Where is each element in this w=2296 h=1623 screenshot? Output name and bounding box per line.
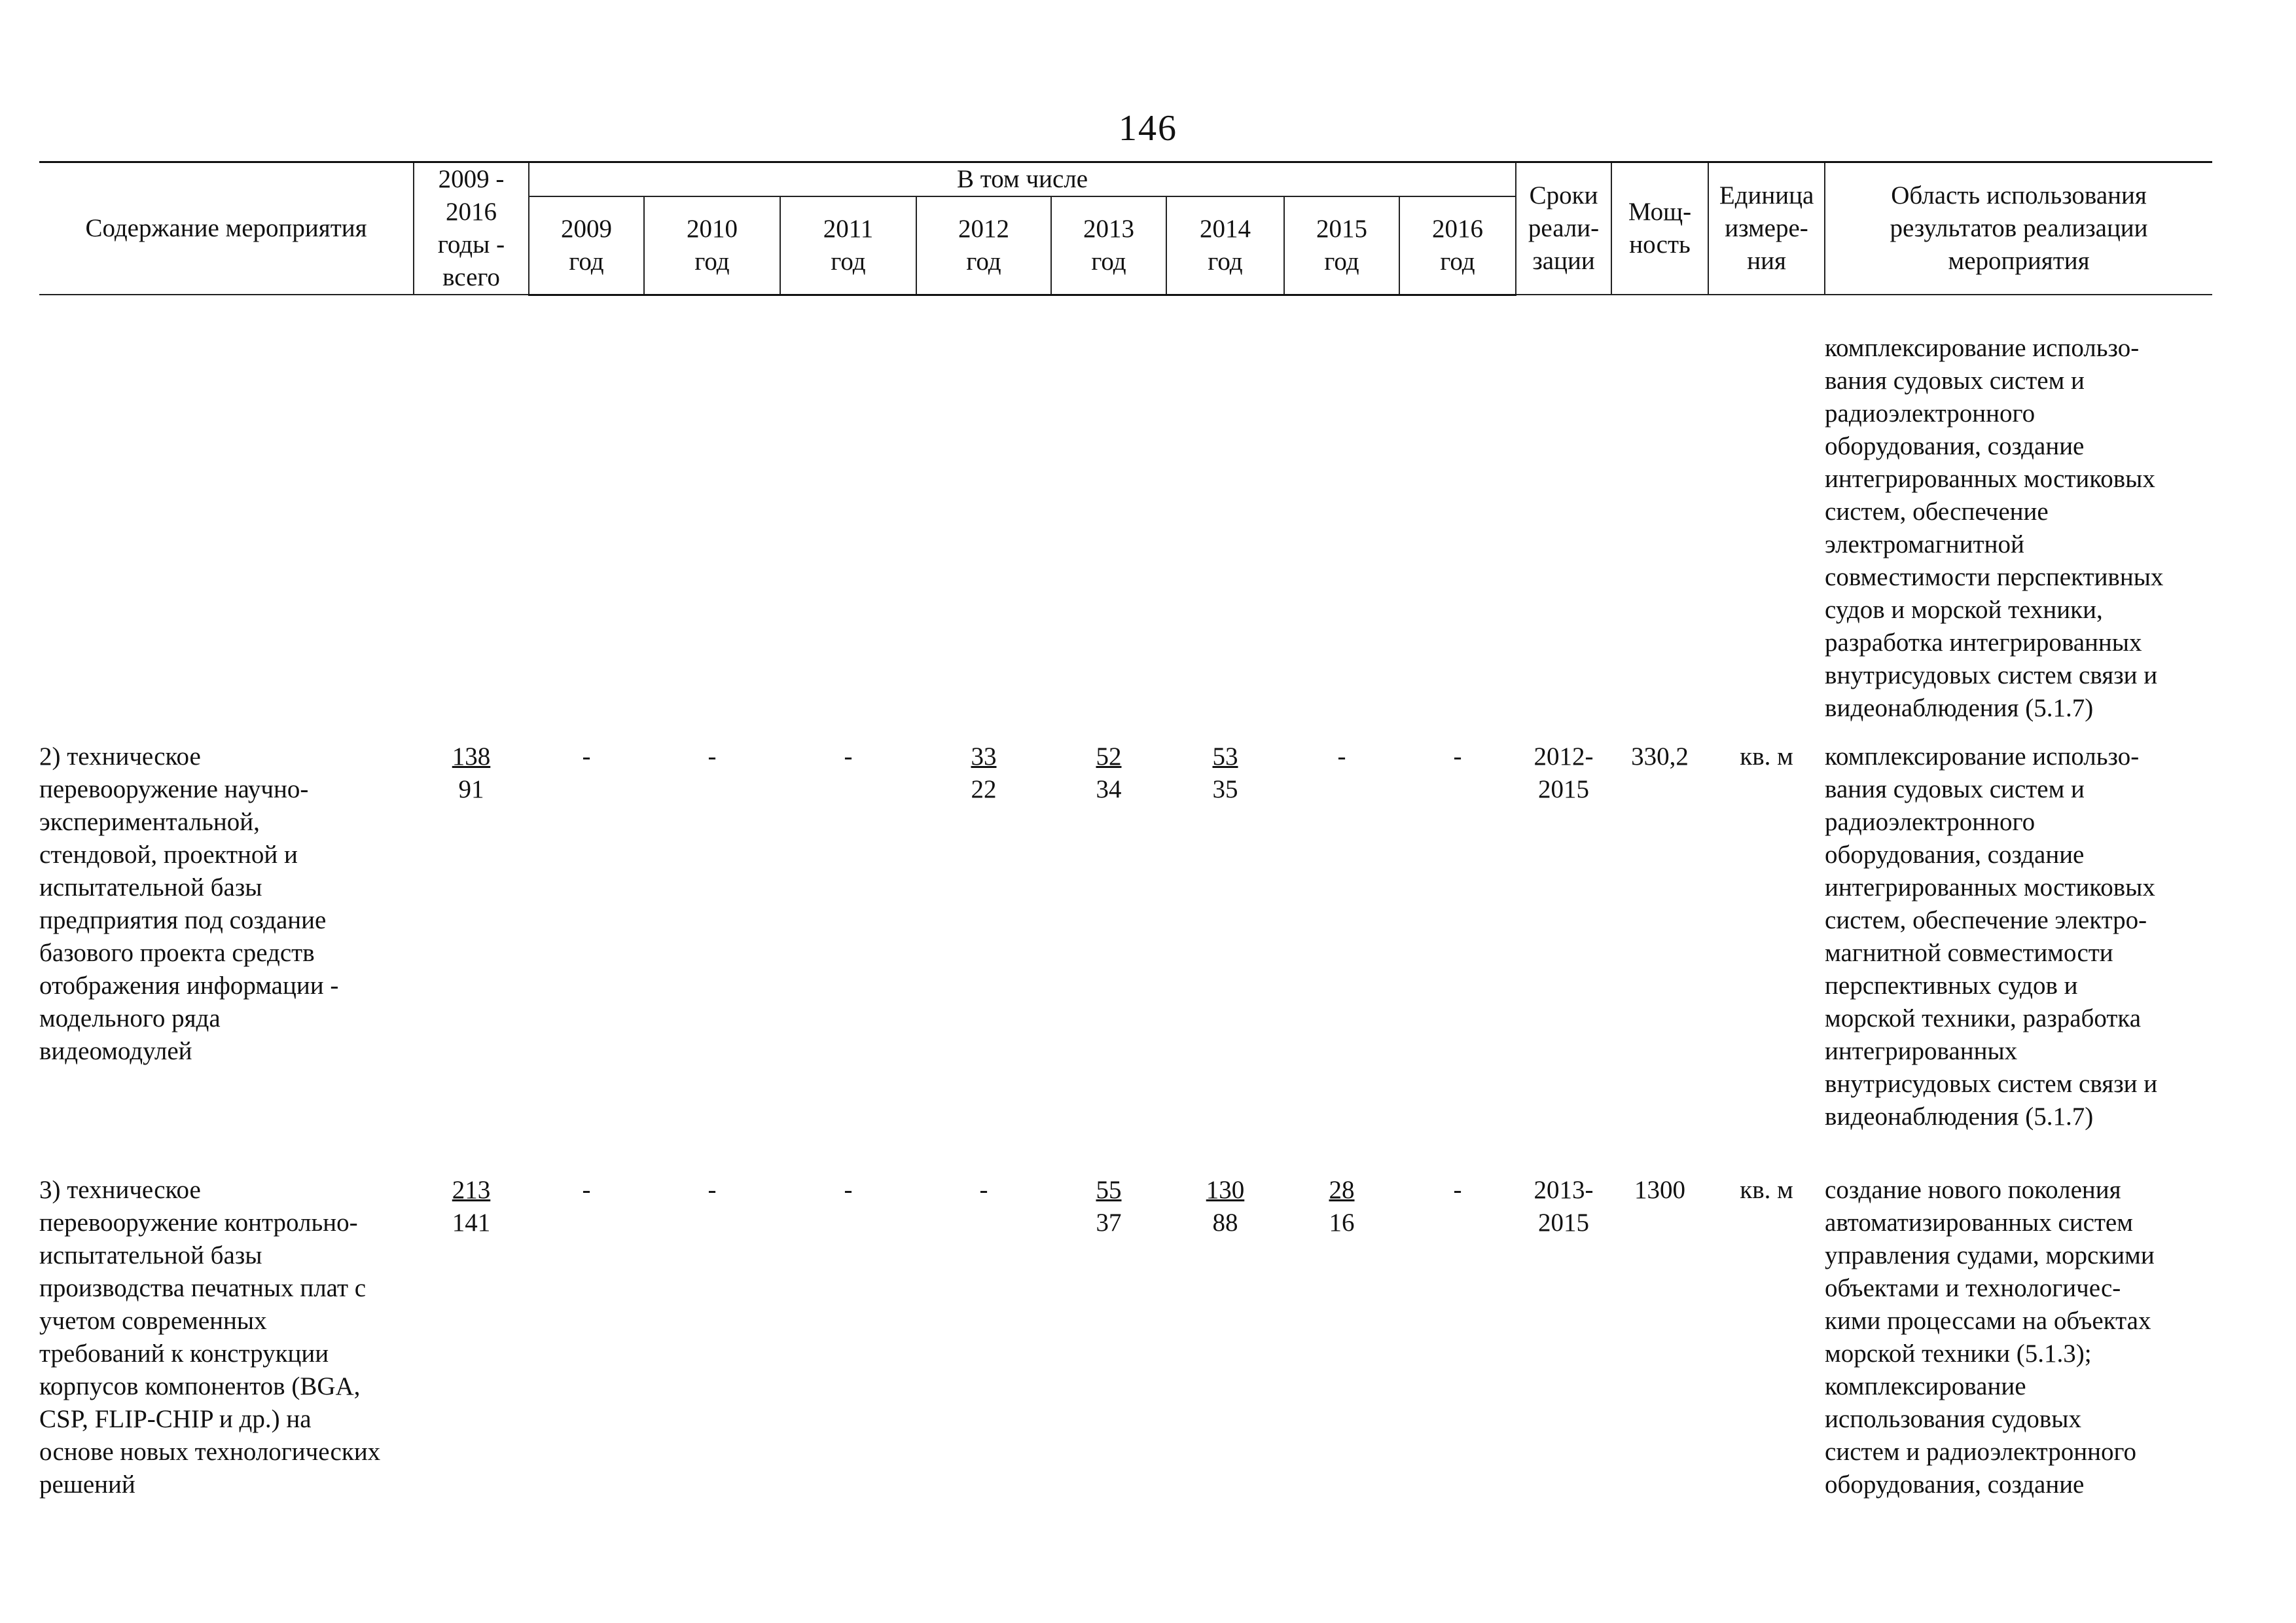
year-cell [1399,1133,1516,1501]
empty-dash: - [582,742,591,771]
empty-dash: - [979,1176,988,1204]
table-row [39,734,2212,1133]
description-line: отображения информации - [39,972,339,1000]
description-line: учетом современных [39,1307,267,1335]
value-total: 213 [452,1176,491,1204]
events-table [39,161,2212,1501]
terms-line: 2015 [1538,1209,1590,1237]
area-line: использования судовых [1825,1405,2081,1433]
description-line: перевооружение контрольно- [39,1209,358,1237]
area-line: морской техники (5.1.3); [1825,1340,2092,1368]
area-line: вания судовых систем и [1825,775,2085,803]
page-number: 146 [1119,108,1177,149]
header-total-line: годы - [437,230,505,259]
table-body [39,295,2212,1501]
area-line: электромагнитной [1825,530,2024,558]
description-line: стендовой, проектной и [39,841,298,869]
capacity-cell: 1300 [1634,1176,1686,1204]
continuation-area [1825,295,2212,734]
area-line: внутрисудовых систем связи и [1825,661,2158,689]
value-federal: 16 [1329,1209,1355,1237]
area-line: перспективных судов и [1825,972,2078,1000]
description-line: основе новых технологических [39,1438,381,1466]
area-line: систем, обеспечение электро- [1825,906,2147,934]
empty-dash: - [708,1176,717,1204]
terms-cell [1516,1133,1611,1501]
header-area: Область использования результатов реализации мероприятия [1825,162,2212,295]
fraction-value [1329,1174,1355,1239]
description-line: производства печатных плат с [39,1274,367,1302]
area-line: комплексирование [1825,1372,2026,1400]
area-line: оборудования, создание [1825,432,2085,460]
area-line: комплексирование использо- [1825,742,2140,771]
area-line: совместимости перспективных [1825,563,2164,591]
year-cell [529,1133,644,1501]
header-year-2010: 2010 год [644,196,780,295]
fraction-value [452,740,491,806]
area-line: систем и радиоэлектронного [1825,1438,2136,1466]
header-total-line: всего [442,263,500,291]
year-cell [1284,1133,1399,1501]
value-total: 130 [1206,1176,1245,1204]
year-cell [1399,734,1516,1133]
description-line: корпусов компонентов (BGA, [39,1372,361,1400]
year-cell [1284,734,1399,1133]
header-total [414,162,529,295]
description-line: требований к конструкции [39,1340,329,1368]
empty-dash: - [844,742,853,771]
area-line: интегрированных мостиковых [1825,465,2155,493]
description-line: видеомодулей [39,1037,192,1065]
year-cell [1051,734,1166,1133]
empty-dash: - [1453,1176,1462,1204]
area-line: создание нового поколения [1825,1176,2121,1204]
description-line: модельного ряда [39,1004,221,1032]
table-header [39,162,2212,295]
header-year-2011: 2011 год [780,196,916,295]
area-line: управления судами, морскими [1825,1241,2155,1269]
area-line: судов и морской техники, [1825,596,2103,624]
total-cell [414,1133,529,1501]
empty-dash: - [582,1176,591,1204]
description-line: испытательной базы [39,873,262,902]
area-line: радиоэлектронного [1825,808,2036,836]
year-cell [916,1133,1051,1501]
description-line: базового проекта средств [39,939,315,967]
value-federal: 22 [971,775,997,803]
event-description [39,1133,414,1501]
year-cell [780,1133,916,1501]
table-row-continuation [39,295,2212,734]
area-line: разработка интегрированных [1825,629,2142,657]
year-cell [1051,1133,1166,1501]
fraction-value [971,740,997,806]
year-cell [916,734,1051,1133]
empty-dash: - [708,742,717,771]
area-line: автоматизированных систем [1825,1209,2133,1237]
description-line: 3) техническое [39,1176,201,1204]
description-line: 2) техническое [39,742,201,771]
application-area [1825,734,2212,1133]
area-line: оборудования, создание [1825,841,2085,869]
area-line: кими процессами на объектах [1825,1307,2151,1335]
value-total: 28 [1329,1176,1355,1204]
area-line: комплексирование использо- [1825,334,2140,362]
area-line: магнитной совместимости [1825,939,2113,967]
total-cell [414,734,529,1133]
value-federal: 141 [452,1209,491,1237]
capacity-cell: 330,2 [1631,742,1689,771]
header-total-line: 2009 - [438,165,505,193]
area-line: интегрированных [1825,1037,2018,1065]
table-row [39,1133,2212,1501]
empty-dash: - [844,1176,853,1204]
terms-line: 2015 [1538,775,1590,803]
year-cell [780,734,916,1133]
area-line: видеонаблюдения (5.1.7) [1825,694,2094,722]
empty-dash: - [1337,742,1346,771]
value-federal: 88 [1212,1209,1238,1237]
area-line: видеонаблюдения (5.1.7) [1825,1103,2094,1131]
area-line: радиоэлектронного [1825,399,2036,428]
description-line: решений [39,1470,135,1499]
year-cell [644,1133,780,1501]
area-line: объектами и технологичес- [1825,1274,2121,1302]
continuation-empty [39,295,1825,734]
area-line: оборудования, создание [1825,1470,2085,1499]
value-total: 55 [1096,1176,1122,1204]
value-total: 138 [452,742,491,771]
description-line: предприятия под создание [39,906,327,934]
area-line: интегрированных мостиковых [1825,873,2155,902]
description-line: перевооружение научно- [39,775,309,803]
fraction-value [1096,1174,1122,1239]
header-unit: Единица измере- ния [1708,162,1825,295]
header-capacity: Мощ- ность [1611,162,1708,295]
area-line: систем, обеспечение [1825,498,2049,526]
area-line: морской техники, разработка [1825,1004,2142,1032]
fraction-value [1206,1174,1245,1239]
description-line: испытательной базы [39,1241,262,1269]
header-year-2009: 2009 год [529,196,644,295]
header-year-2012: 2012 год [916,196,1051,295]
description-line: экспериментальной, [39,808,260,836]
value-total: 53 [1212,742,1238,771]
header-content: Содержание мероприятия [39,162,414,295]
fraction-value [1213,740,1238,806]
unit-cell: кв. м [1740,742,1793,771]
year-cell [1166,1133,1284,1501]
value-total: 33 [971,742,997,771]
terms-line: 2012- [1534,742,1594,771]
year-cell [529,734,644,1133]
header-year-2014: 2014 год [1166,196,1284,295]
value-federal: 37 [1096,1209,1122,1237]
header-total-line: 2016 [446,198,497,226]
header-year-2015: 2015 год [1284,196,1399,295]
header-year-2013: 2013 год [1051,196,1166,295]
fraction-value [452,1174,491,1239]
area-line: внутрисудовых систем связи и [1825,1070,2158,1098]
application-area [1825,1133,2212,1501]
empty-dash: - [1453,742,1462,771]
event-description [39,734,414,1133]
value-total: 52 [1096,742,1122,771]
header-year-2016: 2016 год [1399,196,1516,295]
year-cell [644,734,780,1133]
value-federal: 34 [1096,775,1122,803]
header-terms: Сроки реали- зации [1516,162,1611,295]
header-including: В том числе [529,162,1516,197]
terms-cell [1516,734,1611,1133]
description-line: CSP, FLIP-CHIP и др.) на [39,1405,312,1433]
area-line: вания судовых систем и [1825,367,2085,395]
year-cell [1166,734,1284,1133]
unit-cell: кв. м [1740,1176,1793,1204]
fraction-value [1096,740,1122,806]
terms-line: 2013- [1534,1176,1594,1204]
value-federal: 35 [1212,775,1238,803]
value-federal: 91 [458,775,484,803]
